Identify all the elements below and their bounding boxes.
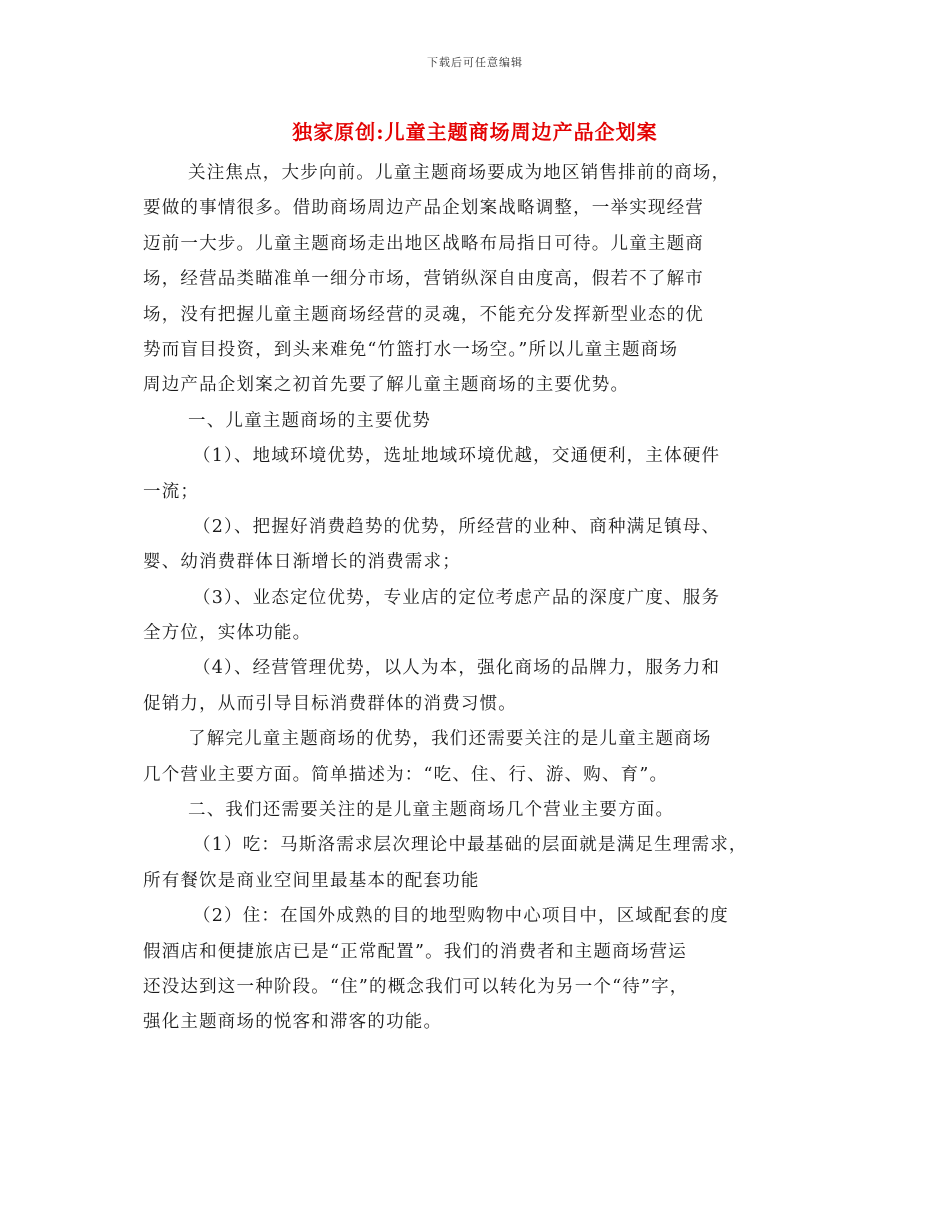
paragraph-line: 场，没有把握儿童主题商场经营的灵魂，不能充分发挥新型业态的优 — [143, 304, 704, 325]
list-item-line: （1）、地域环境优势，选址地域环境优越，交通便利，主体硬件 — [193, 446, 721, 467]
paragraph-line: 几个营业主要方面。简单描述为：“吃、住、行、游、购、育”。 — [143, 764, 669, 785]
list-item-line: （4）、经营管理优势，以人为本，强化商场的品牌力，服务力和 — [193, 658, 721, 679]
paragraph-line: 势而盲目投资，到头来难免“竹篮打水一场空。”所以儿童主题商场 — [143, 339, 679, 360]
list-item-line: （3）、业态定位优势，专业店的定位考虑产品的深度广度、服务 — [193, 587, 721, 608]
document-title: 独家原创:儿童主题商场周边产品企划案 — [292, 120, 658, 144]
list-item-line: 婴、幼消费群体日渐增长的消费需求； — [143, 552, 461, 573]
paragraph-line: 场，经营品类瞄准单一细分市场，营销纵深自由度高，假若不了解市 — [143, 269, 704, 290]
list-item-line: 促销力，从而引导目标消费群体的消费习惯。 — [143, 693, 517, 714]
document-body — [143, 156, 813, 1041]
paragraph-line: 关注焦点，大步向前。儿童主题商场要成为地区销售排前的商场， — [188, 163, 731, 183]
paragraph-line: 了解完儿童主题商场的优势，我们还需要关注的是儿童主题商场 — [188, 729, 712, 750]
list-item-line: （2）住：在国外成熟的目的地型购物中心项目中，区域配套的度 — [193, 906, 729, 927]
paragraph-line: 周边产品企划案之初首先要了解儿童主题商场的主要优势。 — [143, 375, 630, 396]
list-item-line: （2）、把握好消费趋势的优势，所经营的业种、商种满足镇母、 — [193, 516, 721, 537]
list-item-line: 一流； — [143, 481, 200, 502]
list-item-line: 强化主题商场的悦客和滞客的功能。 — [143, 1012, 443, 1033]
list-item-line: （1）吃：马斯洛需求层次理论中最基础的层面就是满足生理需求， — [193, 835, 748, 856]
list-item-line: 假酒店和便捷旅店已是“正常配置”。我们的消费者和主题商场营运 — [143, 941, 687, 962]
list-item-line: 全方位，实体功能。 — [143, 623, 312, 644]
paragraph-line: 要做的事情很多。借助商场周边产品企划案战略调整，一举实现经营 — [143, 198, 704, 219]
list-item-line: 还没达到这一种阶段。“住”的概念我们可以转化为另一个“待”字， — [143, 976, 689, 997]
list-item-line: 所有餐饮是商业空间里最基本的配套功能 — [143, 870, 480, 891]
section-heading: 一、儿童主题商场的主要优势 — [188, 410, 432, 431]
section-heading: 二、我们还需要关注的是儿童主题商场几个营业主要方面。 — [188, 800, 675, 821]
header-note: 下载后可任意编辑 — [427, 56, 523, 69]
paragraph-line: 迈前一大步。儿童主题商场走出地区战略布局指日可待。儿童主题商 — [143, 233, 704, 254]
